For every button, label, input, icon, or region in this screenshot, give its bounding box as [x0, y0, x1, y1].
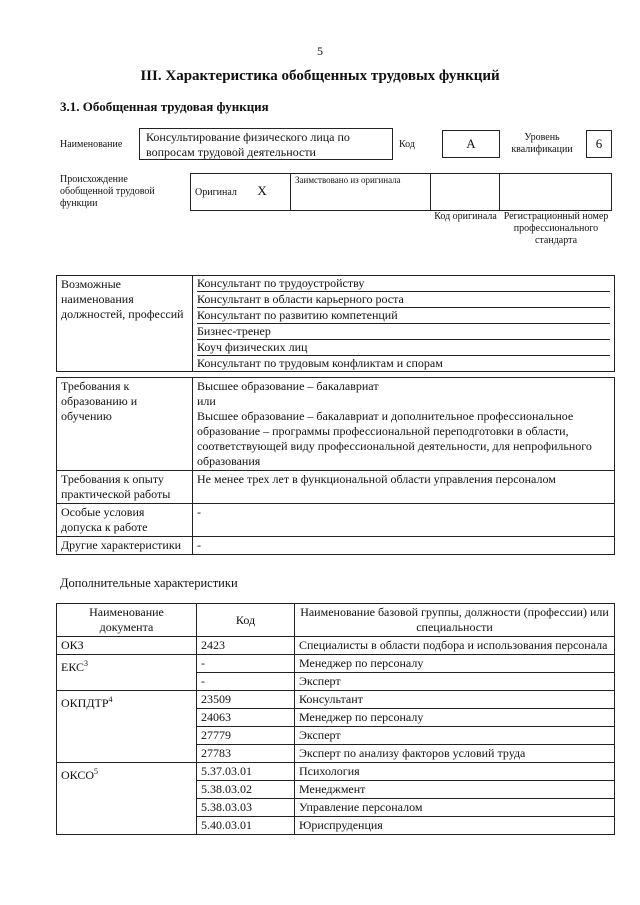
code-original-label: Код оригинала: [434, 211, 497, 222]
name-value: Специалисты в области подбора и использования персонала: [299, 638, 608, 652]
name-value: Юриспруденция: [299, 818, 383, 832]
doc-label: ОКСО: [61, 768, 95, 782]
name-value: Консультирование физического лица по вопросам трудовой деятельности: [146, 130, 350, 159]
code-value: 5.38.03.02: [201, 782, 252, 796]
admission-value-cell: [193, 504, 615, 537]
subsection-title: 3.1. Обобщенная трудовая функция: [60, 99, 269, 114]
name-cell: [295, 673, 615, 691]
positions-label-cell: [57, 276, 193, 372]
other-value: -: [197, 538, 201, 552]
doc-cell: [57, 637, 197, 655]
other-label: Другие характеристики: [61, 538, 182, 552]
experience-label-cell: [57, 471, 193, 504]
code-cell: [197, 817, 295, 835]
name-cell: [295, 745, 615, 763]
doc-cell: [57, 691, 197, 763]
code-value: 5.40.03.01: [201, 818, 252, 832]
borrowed-label: Заимствовано из оригинала: [295, 175, 401, 185]
education-label: Требования к образованию и обучению: [61, 379, 138, 423]
experience-label: Требования к опыту практической работы: [61, 472, 171, 501]
position-item: Консультант в области карьерного роста: [197, 292, 610, 308]
header-name: Наименование базовой группы, должности (профессии) или специальности: [300, 605, 609, 634]
admission-label-cell: [57, 504, 193, 537]
position-item: Коуч физических лиц: [197, 340, 610, 356]
admission-value: -: [197, 505, 201, 519]
origin-table: [190, 173, 612, 211]
position-item: Бизнес-тренер: [197, 324, 610, 340]
doc-label: ОКЗ: [61, 638, 84, 652]
code-cell: [197, 745, 295, 763]
education-value-cell: [193, 378, 615, 471]
doc-label: ЕКС: [61, 660, 85, 674]
original-cell: [191, 174, 291, 211]
header-code: Код: [235, 612, 256, 627]
header-name-cell: [295, 604, 615, 637]
name-value: Психология: [299, 764, 360, 778]
code-cell: [197, 709, 295, 727]
code-cell: [197, 727, 295, 745]
reg-number-label: Регистрационный номер профессионального стандарта: [503, 211, 609, 246]
position-item: Консультант по трудоустройству: [197, 276, 610, 292]
positions-table: [56, 275, 615, 372]
education-value: Высшее образование – бакалавриат или Высшее образование – бакалавриат и дополнительное профессиональное образование – программы профессиональной переподготовки в области, соответствующей виду профессиональной деятельности, для непрофильного образования: [197, 379, 592, 468]
code-label: Код: [399, 139, 415, 150]
name-cell: [295, 655, 615, 673]
experience-value: Не менее трех лет в функциональной области управления персоналом: [197, 472, 556, 486]
code-cell: [197, 781, 295, 799]
positions-label: Возможные наименования должностей, профессий: [61, 277, 184, 321]
header-doc-cell: [57, 604, 197, 637]
original-mark: X: [257, 183, 267, 198]
other-value-cell: [193, 537, 615, 555]
code-value: А: [466, 136, 476, 151]
name-cell: [295, 637, 615, 655]
name-value: Менеджер по персоналу: [299, 710, 424, 724]
name-value: Управление персоналом: [299, 800, 423, 814]
code-cell: [197, 673, 295, 691]
name-value: Менеджер по персоналу: [299, 656, 424, 670]
admission-label: Особые условия допуска к работе: [61, 505, 148, 534]
code-value: 5.37.03.01: [201, 764, 252, 778]
footnote-ref: 5: [94, 767, 99, 776]
requirements-table: [56, 377, 615, 555]
name-cell: [295, 781, 615, 799]
code-value: -: [201, 674, 205, 688]
code-value: 5.38.03.03: [201, 800, 252, 814]
doc-label: ОКПДТР: [61, 696, 109, 710]
borrowed-cell: [291, 174, 431, 211]
code-value: 27779: [201, 728, 231, 742]
doc-cell: [57, 763, 197, 835]
code-cell: [197, 637, 295, 655]
section-title: III. Характеристика обобщенных трудовых функций: [140, 68, 500, 84]
page-number: 5: [317, 44, 323, 58]
education-label-cell: [57, 378, 193, 471]
code-value: 27783: [201, 746, 231, 760]
positions-list-cell: [193, 276, 615, 372]
reg-number-cell: [500, 174, 612, 211]
level-value-box: [586, 130, 612, 158]
other-label-cell: [57, 537, 193, 555]
additional-table: [56, 603, 615, 835]
name-cell: [295, 817, 615, 835]
footnote-ref: 4: [108, 695, 113, 704]
code-value: 2423: [201, 638, 225, 652]
code-value: -: [201, 656, 205, 670]
name-cell: [295, 763, 615, 781]
name-value-box: [139, 128, 393, 160]
code-cell: [197, 799, 295, 817]
experience-value-cell: [193, 471, 615, 504]
header-code-cell: [197, 604, 295, 637]
name-cell: [295, 799, 615, 817]
name-value: Эксперт по анализу факторов условий труда: [299, 746, 526, 760]
code-cell: [197, 763, 295, 781]
code-value: 23509: [201, 692, 231, 706]
level-value: 6: [595, 136, 603, 151]
footnote-ref: 3: [84, 659, 89, 668]
name-value: Консультант: [299, 692, 363, 706]
doc-cell: [57, 655, 197, 691]
name-label: Наименование: [60, 139, 123, 150]
code-value-box: [442, 130, 500, 158]
additional-title: Дополнительные характеристики: [60, 576, 238, 590]
header-doc: Наименование документа: [89, 605, 164, 634]
code-value: 24063: [201, 710, 231, 724]
name-value: Эксперт: [299, 728, 341, 742]
name-cell: [295, 709, 615, 727]
code-original-cell: [431, 174, 500, 211]
level-label: Уровень квалификации: [511, 132, 573, 155]
name-cell: [295, 691, 615, 709]
code-cell: [197, 655, 295, 673]
position-item: Консультант по развитию компетенций: [197, 308, 610, 324]
name-cell: [295, 727, 615, 745]
position-item: Консультант по трудовым конфликтам и спорам: [197, 356, 443, 370]
name-value: Менеджмент: [299, 782, 366, 796]
code-cell: [197, 691, 295, 709]
name-value: Эксперт: [299, 674, 341, 688]
original-label: Оригинал: [195, 187, 237, 198]
origin-label: Происхождение обобщенной трудовой функции: [60, 174, 155, 209]
